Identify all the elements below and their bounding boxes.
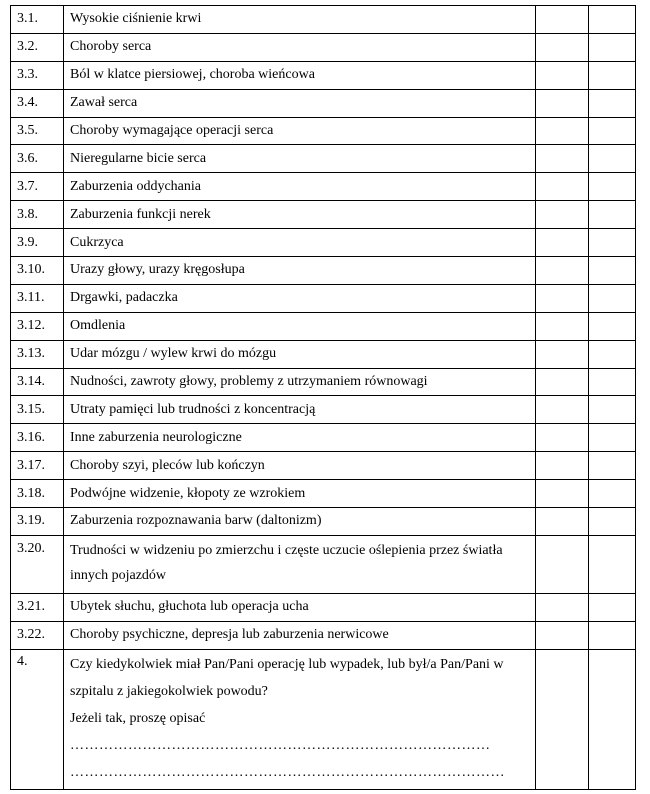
answer-no-cell[interactable] [589, 396, 636, 424]
answer-yes-cell[interactable] [536, 368, 589, 396]
surgery-question-text: Czy kiedykolwiek miał Pan/Pani operację lub wypadek, lub był/a Pan/Pani w szpitalu z jakiegokolwiek powodu? [70, 656, 504, 699]
item-number: 3.15. [11, 396, 64, 424]
answer-yes-cell[interactable] [536, 452, 589, 480]
answer-yes-cell[interactable] [536, 173, 589, 201]
table-row [11, 368, 636, 396]
answer-no-cell[interactable] [589, 621, 636, 649]
answer-no-cell[interactable] [589, 6, 636, 34]
answer-dotted-line-1[interactable]: …………………………………………………………………………… [70, 737, 491, 753]
answer-yes-cell[interactable] [536, 201, 589, 229]
item-condition: Choroby psychiczne, depresja lub zaburzenia nerwicowe [64, 621, 536, 649]
item-condition: Ubytek słuchu, głuchota lub operacja ucha [64, 593, 536, 621]
item-number: 3.4. [11, 89, 64, 117]
table-row [11, 452, 636, 480]
answer-yes-cell[interactable] [536, 117, 589, 145]
item-condition: Zaburzenia oddychania [64, 173, 536, 201]
empty-cell [589, 649, 636, 789]
medical-questionnaire-table [10, 5, 636, 790]
answer-no-cell[interactable] [589, 424, 636, 452]
item-condition: Utraty pamięci lub trudności z koncentracją [64, 396, 536, 424]
item-number: 3.1. [11, 6, 64, 34]
answer-no-cell[interactable] [589, 480, 636, 508]
answer-yes-cell[interactable] [536, 89, 589, 117]
item-number: 3.20. [11, 535, 64, 593]
table-row [11, 340, 636, 368]
table-row [11, 257, 636, 285]
answer-no-cell[interactable] [589, 117, 636, 145]
table-row [11, 61, 636, 89]
item-number: 3.16. [11, 424, 64, 452]
answer-yes-cell[interactable] [536, 621, 589, 649]
item-number: 3.19. [11, 508, 64, 536]
item-number: 3.3. [11, 61, 64, 89]
item-number: 3.14. [11, 368, 64, 396]
item-number: 3.5. [11, 117, 64, 145]
table-row [11, 33, 636, 61]
answer-yes-cell[interactable] [536, 6, 589, 34]
answer-no-cell[interactable] [589, 508, 636, 536]
table-row [11, 424, 636, 452]
answer-yes-cell[interactable] [536, 396, 589, 424]
answer-no-cell[interactable] [589, 33, 636, 61]
item-number: 3.10. [11, 257, 64, 285]
empty-cell [536, 649, 589, 789]
item-condition: Cukrzyca [64, 229, 536, 257]
answer-yes-cell[interactable] [536, 508, 589, 536]
answer-yes-cell[interactable] [536, 33, 589, 61]
table-row [11, 89, 636, 117]
table-row [11, 117, 636, 145]
answer-yes-cell[interactable] [536, 340, 589, 368]
table-row [11, 621, 636, 649]
table-row [11, 312, 636, 340]
item-number: 3.22. [11, 621, 64, 649]
surgery-question-cell [64, 649, 536, 789]
answer-no-cell[interactable] [589, 284, 636, 312]
item-number: 3.2. [11, 33, 64, 61]
item-number: 4. [11, 649, 64, 789]
answer-no-cell[interactable] [589, 340, 636, 368]
item-condition: Podwójne widzenie, kłopoty ze wzrokiem [64, 480, 536, 508]
item-condition: Choroby szyi, pleców lub kończyn [64, 452, 536, 480]
answer-no-cell[interactable] [589, 173, 636, 201]
item-condition: Zaburzenia funkcji nerek [64, 201, 536, 229]
item-condition: Urazy głowy, urazy kręgosłupa [64, 257, 536, 285]
item-condition: Ból w klatce piersiowej, choroba wieńcowa [64, 61, 536, 89]
answer-yes-cell[interactable] [536, 312, 589, 340]
item-condition: Drgawki, padaczka [64, 284, 536, 312]
answer-yes-cell[interactable] [536, 284, 589, 312]
answer-no-cell[interactable] [589, 229, 636, 257]
answer-yes-cell[interactable] [536, 593, 589, 621]
item-condition: Zaburzenia rozpoznawania barw (daltonizm) [64, 508, 536, 536]
table-row-surgery-question [11, 649, 636, 789]
item-number: 3.6. [11, 145, 64, 173]
answer-yes-cell[interactable] [536, 424, 589, 452]
describe-instruction: Jeżeli tak, proszę opisać [70, 710, 206, 726]
table-row [11, 396, 636, 424]
table-row [11, 480, 636, 508]
table-row [11, 145, 636, 173]
answer-no-cell[interactable] [589, 368, 636, 396]
item-condition: Nieregularne bicie serca [64, 145, 536, 173]
item-number: 3.13. [11, 340, 64, 368]
item-number: 3.18. [11, 480, 64, 508]
table-row [11, 173, 636, 201]
item-condition: Nudności, zawroty głowy, problemy z utrzymaniem równowagi [64, 368, 536, 396]
answer-yes-cell[interactable] [536, 61, 589, 89]
item-condition: Inne zaburzenia neurologiczne [64, 424, 536, 452]
answer-no-cell[interactable] [589, 257, 636, 285]
table-row [11, 593, 636, 621]
item-condition: Udar mózgu / wylew krwi do mózgu [64, 340, 536, 368]
item-condition: Choroby serca [64, 33, 536, 61]
answer-yes-cell[interactable] [536, 145, 589, 173]
answer-yes-cell[interactable] [536, 480, 589, 508]
item-condition: Zawał serca [64, 89, 536, 117]
table-row [11, 229, 636, 257]
answer-no-cell[interactable] [589, 145, 636, 173]
item-condition: Choroby wymagające operacji serca [64, 117, 536, 145]
answer-dotted-line-2[interactable]: ……………………………………………………………………………… [70, 764, 505, 780]
table-row [11, 508, 636, 536]
answer-yes-cell[interactable] [536, 257, 589, 285]
item-number: 3.11. [11, 284, 64, 312]
item-number: 3.17. [11, 452, 64, 480]
answer-no-cell[interactable] [589, 535, 636, 593]
answer-no-cell[interactable] [589, 61, 636, 89]
table-row [11, 535, 636, 593]
table-row [11, 284, 636, 312]
answer-yes-cell[interactable] [536, 535, 589, 593]
table-row [11, 6, 636, 34]
answer-no-cell[interactable] [589, 89, 636, 117]
table-row [11, 201, 636, 229]
answer-no-cell[interactable] [589, 452, 636, 480]
item-number: 3.7. [11, 173, 64, 201]
item-condition: Omdlenia [64, 312, 536, 340]
item-number: 3.21. [11, 593, 64, 621]
answer-no-cell[interactable] [589, 312, 636, 340]
questionnaire-rows [11, 6, 636, 790]
item-number: 3.12. [11, 312, 64, 340]
answer-no-cell[interactable] [589, 201, 636, 229]
answer-yes-cell[interactable] [536, 229, 589, 257]
item-number: 3.9. [11, 229, 64, 257]
item-condition: Trudności w widzeniu po zmierzchu i częste uczucie oślepienia przez światła innych pojazdów [64, 535, 536, 593]
item-condition: Wysokie ciśnienie krwi [64, 6, 536, 34]
answer-no-cell[interactable] [589, 593, 636, 621]
item-number: 3.8. [11, 201, 64, 229]
